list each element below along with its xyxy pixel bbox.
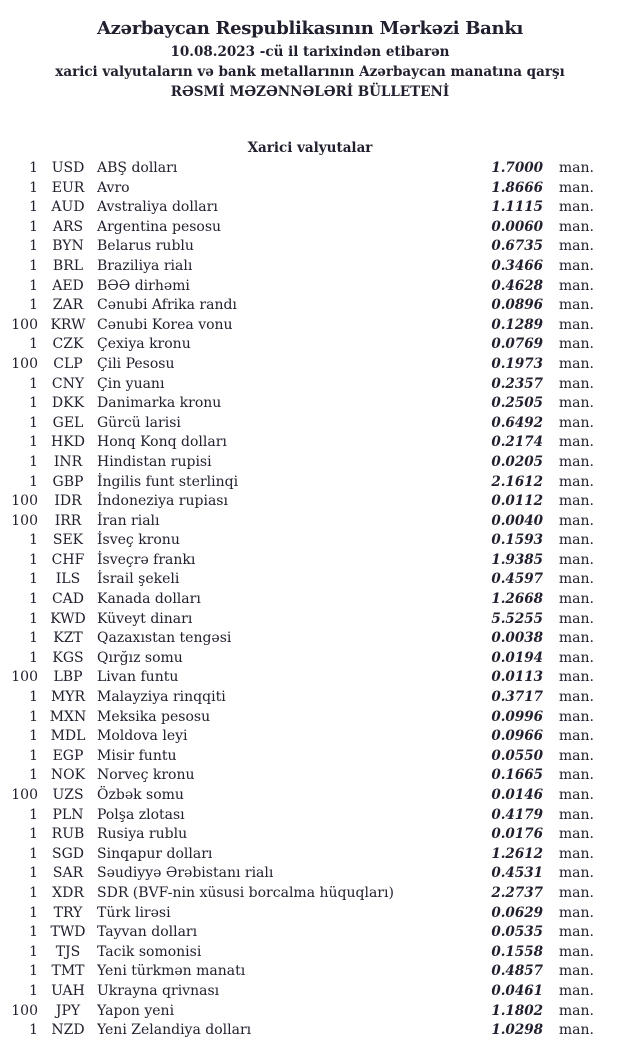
row-code: CAD — [51, 591, 85, 608]
row-quantity: 1 — [29, 943, 38, 960]
row-unit: man. — [558, 884, 594, 901]
row-code: LBP — [53, 669, 83, 686]
row-name: Küveyt dinarı — [97, 610, 193, 627]
row-name: Özbək somu — [97, 787, 184, 803]
row-code: KGS — [52, 649, 84, 666]
row-code: SEK — [52, 532, 84, 549]
row-quantity: 100 — [11, 1002, 38, 1019]
row-unit: man. — [558, 963, 594, 980]
row-code: KWD — [50, 610, 86, 627]
row-name: Sinqapur dolları — [97, 845, 213, 862]
row-rate: 0.3466 — [491, 257, 543, 274]
row-name: Argentina pesosu — [97, 218, 222, 235]
section-title-foreign-currencies: Xarici valyutalar — [247, 140, 373, 156]
table-row — [0, 198, 620, 218]
row-quantity: 1 — [29, 238, 38, 255]
row-quantity: 100 — [11, 512, 38, 529]
row-quantity: 1 — [29, 414, 38, 431]
row-unit: man. — [558, 336, 594, 353]
row-name: Yeni Zelandiya dolları — [97, 1022, 252, 1039]
row-rate: 1.1115 — [491, 199, 543, 216]
row-quantity: 1 — [29, 610, 38, 627]
row-unit: man. — [558, 493, 594, 510]
row-code: NOK — [50, 767, 86, 784]
table-row — [0, 159, 620, 179]
row-name: Cənubi Korea vonu — [97, 316, 233, 333]
row-quantity: 1 — [29, 904, 38, 921]
row-unit: man. — [558, 277, 594, 294]
table-row — [0, 727, 620, 747]
row-code: DKK — [51, 395, 85, 412]
table-row — [0, 277, 620, 297]
row-name: İsveçrə frankı — [97, 551, 196, 568]
row-quantity: 1 — [29, 395, 38, 412]
row-unit: man. — [558, 199, 594, 216]
table-row — [0, 806, 620, 826]
row-rate: 0.6492 — [491, 414, 543, 431]
row-name: Hindistan rupisi — [97, 453, 212, 470]
row-quantity: 1 — [29, 747, 38, 764]
row-name: Livan funtu — [97, 669, 179, 686]
row-code: KZT — [53, 630, 83, 647]
row-rate: 1.1802 — [491, 1002, 543, 1019]
row-rate: 5.5255 — [491, 610, 543, 627]
row-rate: 0.6735 — [491, 238, 543, 255]
row-unit: man. — [558, 1002, 594, 1019]
row-unit: man. — [558, 160, 594, 176]
row-unit: man. — [558, 787, 594, 803]
table-row — [0, 335, 620, 355]
row-rate: 0.0629 — [491, 904, 543, 921]
table-row — [0, 825, 620, 845]
row-code: KRW — [50, 316, 86, 333]
row-rate: 0.2505 — [491, 395, 543, 412]
row-rate: 0.0060 — [491, 218, 543, 235]
row-quantity: 1 — [29, 453, 38, 470]
row-name: Çin yuanı — [97, 375, 165, 392]
table-row — [0, 845, 620, 865]
row-quantity: 100 — [11, 669, 38, 686]
row-rate: 0.4597 — [491, 571, 543, 588]
row-rate: 0.4179 — [491, 806, 543, 823]
row-unit: man. — [558, 767, 594, 784]
row-rate: 2.1612 — [491, 473, 543, 490]
row-code: JPY — [55, 1002, 81, 1019]
row-code: AED — [52, 277, 84, 294]
row-quantity: 1 — [29, 767, 38, 784]
row-rate: 1.2612 — [491, 845, 543, 862]
table-row — [0, 257, 620, 277]
row-rate: 0.3717 — [491, 689, 543, 706]
row-rate: 0.0535 — [491, 924, 543, 941]
row-unit: man. — [558, 316, 594, 333]
row-rate: 0.0966 — [491, 728, 543, 745]
row-name: Səudiyyə Ərəbistanı rialı — [97, 865, 274, 882]
row-unit: man. — [558, 218, 594, 235]
table-row — [0, 394, 620, 414]
row-name: İngilis funt sterlinqi — [97, 473, 239, 490]
row-code: TWD — [50, 924, 86, 941]
table-row — [0, 1002, 620, 1022]
row-name: Çexiya kronu — [97, 336, 191, 353]
row-name: Çili Pesosu — [97, 355, 175, 372]
row-quantity: 1 — [29, 591, 38, 608]
row-quantity: 1 — [29, 982, 38, 999]
row-quantity: 1 — [29, 806, 38, 823]
row-rate: 0.1665 — [491, 767, 543, 784]
row-unit: man. — [558, 571, 594, 588]
row-code: EUR — [51, 179, 85, 196]
row-code: INR — [53, 453, 83, 470]
row-unit: man. — [558, 845, 594, 862]
row-name: Yapon yeni — [97, 1002, 175, 1019]
row-rate: 2.2737 — [491, 884, 543, 901]
row-rate: 0.0194 — [491, 649, 543, 666]
row-quantity: 1 — [29, 179, 38, 196]
table-row — [0, 570, 620, 590]
row-quantity: 1 — [29, 728, 38, 745]
row-code: GBP — [52, 473, 84, 490]
row-quantity: 1 — [29, 1022, 38, 1039]
row-unit: man. — [558, 904, 594, 921]
row-code: GEL — [52, 414, 84, 431]
row-rate: 0.0176 — [491, 826, 543, 843]
row-code: CZK — [52, 336, 84, 353]
row-quantity: 1 — [29, 257, 38, 274]
row-unit: man. — [558, 806, 594, 823]
row-code: TJS — [55, 943, 81, 960]
row-quantity: 1 — [29, 277, 38, 294]
row-name: Honq Konq dolları — [97, 434, 227, 451]
row-code: BRL — [52, 257, 84, 274]
table-row — [0, 179, 620, 199]
row-unit: man. — [558, 708, 594, 725]
row-code: IDR — [54, 493, 82, 510]
row-unit: man. — [558, 943, 594, 960]
row-name: İsveç kronu — [97, 532, 180, 549]
table-row — [0, 433, 620, 453]
row-quantity: 1 — [29, 551, 38, 568]
table-row — [0, 688, 620, 708]
row-name: ABŞ dolları — [97, 160, 178, 176]
table-row — [0, 629, 620, 649]
row-name: Kanada dolları — [97, 591, 201, 608]
row-name: Belarus rublu — [97, 238, 194, 255]
table-row — [0, 218, 620, 238]
row-unit: man. — [558, 179, 594, 196]
row-rate: 0.4628 — [491, 277, 543, 294]
row-code: TRY — [53, 904, 83, 921]
row-code: XDR — [52, 884, 84, 901]
row-quantity: 1 — [29, 375, 38, 392]
rates-table — [0, 159, 620, 1041]
table-row — [0, 884, 620, 904]
row-name: SDR (BVF-nin xüsusi borcalma hüquqları) — [97, 884, 394, 901]
row-code: SGD — [52, 845, 84, 862]
row-code: SAR — [52, 865, 84, 882]
row-unit: man. — [558, 826, 594, 843]
row-unit: man. — [558, 238, 594, 255]
effective-date-line: 10.08.2023 -cü il tarixindən etibarən — [170, 44, 450, 60]
table-row — [0, 355, 620, 375]
table-row — [0, 473, 620, 493]
row-unit: man. — [558, 395, 594, 412]
row-code: MYR — [50, 689, 86, 706]
table-row — [0, 316, 620, 336]
row-unit: man. — [558, 982, 594, 999]
row-name: Moldova leyi — [97, 728, 188, 745]
table-row — [0, 962, 620, 982]
row-name: Misir funtu — [97, 747, 177, 764]
table-row — [0, 923, 620, 943]
row-code: MXN — [49, 708, 87, 725]
row-unit: man. — [558, 532, 594, 549]
table-row — [0, 590, 620, 610]
row-unit: man. — [558, 747, 594, 764]
row-unit: man. — [558, 375, 594, 392]
row-rate: 0.0996 — [491, 708, 543, 725]
row-rate: 0.1593 — [491, 532, 543, 549]
row-code: ARS — [52, 218, 84, 235]
row-code: RUB — [51, 826, 85, 843]
row-quantity: 1 — [29, 532, 38, 549]
row-rate: 0.1973 — [491, 355, 543, 372]
row-code: NZD — [51, 1022, 85, 1039]
row-name: Gürcü larisi — [97, 414, 181, 431]
row-quantity: 1 — [29, 630, 38, 647]
row-quantity: 1 — [29, 963, 38, 980]
row-quantity: 1 — [29, 473, 38, 490]
table-row — [0, 414, 620, 434]
row-name: Qazaxıstan tengəsi — [97, 630, 232, 647]
row-unit: man. — [558, 1022, 594, 1039]
row-quantity: 1 — [29, 218, 38, 235]
row-unit: man. — [558, 512, 594, 529]
row-quantity: 1 — [29, 884, 38, 901]
row-rate: 1.9385 — [491, 551, 543, 568]
row-quantity: 1 — [29, 160, 38, 176]
row-name: Avstraliya dolları — [97, 199, 218, 216]
row-name: Norveç kronu — [97, 767, 195, 784]
row-unit: man. — [558, 453, 594, 470]
row-code: AUD — [51, 199, 85, 216]
row-rate: 0.2357 — [491, 375, 543, 392]
row-code: IRR — [54, 512, 82, 529]
row-name: Braziliya rialı — [97, 257, 193, 274]
table-row — [0, 766, 620, 786]
row-rate: 1.2668 — [491, 591, 543, 608]
table-row — [0, 375, 620, 395]
row-rate: 1.8666 — [491, 179, 543, 196]
row-name: Türk lirəsi — [97, 904, 171, 921]
row-code: BYN — [52, 238, 84, 255]
row-unit: man. — [558, 865, 594, 882]
row-quantity: 1 — [29, 708, 38, 725]
scope-line: xarici valyutaların və bank metallarının Azərbaycan manatına qarşı — [55, 64, 565, 80]
row-quantity: 1 — [29, 649, 38, 666]
row-code: ZAR — [52, 297, 84, 314]
row-code: UZS — [52, 787, 84, 803]
row-quantity: 100 — [11, 493, 38, 510]
row-quantity: 1 — [29, 336, 38, 353]
row-code: UAH — [51, 982, 85, 999]
row-quantity: 1 — [29, 199, 38, 216]
row-rate: 0.1289 — [491, 316, 543, 333]
row-name: Malayziya rinqqiti — [97, 689, 226, 706]
table-row — [0, 237, 620, 257]
row-rate: 0.0896 — [491, 297, 543, 314]
row-unit: man. — [558, 649, 594, 666]
row-code: CNY — [51, 375, 85, 392]
row-name: Danimarka kronu — [97, 395, 222, 412]
row-rate: 0.4531 — [491, 865, 543, 882]
row-unit: man. — [558, 434, 594, 451]
bulletin-title-line: RƏSMİ MƏZƏNNƏLƏRİ BÜLLETENİ — [170, 84, 450, 100]
row-rate: 0.4857 — [491, 963, 543, 980]
row-name: Qırğız somu — [97, 649, 183, 666]
row-unit: man. — [558, 610, 594, 627]
table-row — [0, 296, 620, 316]
table-row — [0, 531, 620, 551]
row-rate: 0.0550 — [491, 747, 543, 764]
table-row — [0, 904, 620, 924]
row-code: CLP — [53, 355, 83, 372]
row-unit: man. — [558, 630, 594, 647]
row-name: Meksika pesosu — [97, 708, 211, 725]
row-rate: 1.7000 — [491, 160, 543, 176]
row-name: BƏƏ dirhəmi — [97, 277, 190, 294]
row-quantity: 1 — [29, 826, 38, 843]
row-code: USD — [51, 160, 85, 176]
table-row — [0, 786, 620, 806]
row-name: Tacik somonisi — [97, 943, 202, 960]
row-name: İndoneziya rupiası — [97, 493, 228, 510]
row-unit: man. — [558, 669, 594, 686]
table-row — [0, 512, 620, 532]
table-row — [0, 492, 620, 512]
row-rate: 0.2174 — [491, 434, 543, 451]
row-rate: 0.0461 — [491, 982, 543, 999]
table-row — [0, 610, 620, 630]
table-row — [0, 668, 620, 688]
table-row — [0, 982, 620, 1002]
row-name: Ukrayna qrivnası — [97, 982, 220, 999]
row-rate: 0.0112 — [491, 493, 543, 510]
row-rate: 0.0205 — [491, 453, 543, 470]
row-code: PLN — [52, 806, 84, 823]
table-row — [0, 551, 620, 571]
table-row — [0, 747, 620, 767]
row-unit: man. — [558, 355, 594, 372]
row-name: Polşa zlotası — [97, 806, 185, 823]
row-unit: man. — [558, 728, 594, 745]
row-quantity: 1 — [29, 434, 38, 451]
row-quantity: 1 — [29, 924, 38, 941]
row-quantity: 1 — [29, 865, 38, 882]
row-quantity: 1 — [29, 571, 38, 588]
row-unit: man. — [558, 689, 594, 706]
row-quantity: 1 — [29, 689, 38, 706]
row-name: İsrail şekeli — [97, 571, 180, 588]
row-code: CHF — [51, 551, 85, 568]
row-rate: 0.0040 — [491, 512, 543, 529]
row-rate: 0.0113 — [491, 669, 543, 686]
row-quantity: 100 — [11, 316, 38, 333]
row-name: Tayvan dolları — [97, 924, 198, 941]
row-name: Avro — [97, 179, 130, 196]
table-row — [0, 1021, 620, 1041]
row-unit: man. — [558, 414, 594, 431]
row-unit: man. — [558, 297, 594, 314]
row-rate: 0.0769 — [491, 336, 543, 353]
row-code: EGP — [52, 747, 84, 764]
row-quantity: 100 — [11, 787, 38, 803]
table-row — [0, 864, 620, 884]
bulletin-header — [0, 0, 620, 102]
table-row — [0, 453, 620, 473]
row-name: Rusiya rublu — [97, 826, 188, 843]
row-unit: man. — [558, 473, 594, 490]
table-row — [0, 943, 620, 963]
row-unit: man. — [558, 924, 594, 941]
row-code: MDL — [50, 728, 86, 745]
row-name: Cənubi Afrika randı — [97, 297, 237, 314]
row-rate: 0.0146 — [491, 787, 543, 803]
row-quantity: 1 — [29, 297, 38, 314]
table-row — [0, 708, 620, 728]
table-row — [0, 649, 620, 669]
row-unit: man. — [558, 591, 594, 608]
row-name: İran rialı — [97, 512, 160, 529]
row-rate: 1.0298 — [491, 1022, 543, 1039]
row-quantity: 1 — [29, 845, 38, 862]
row-code: HKD — [51, 434, 85, 451]
row-code: ILS — [55, 571, 81, 588]
row-rate: 0.1558 — [491, 943, 543, 960]
row-rate: 0.0038 — [491, 630, 543, 647]
row-unit: man. — [558, 551, 594, 568]
row-unit: man. — [558, 257, 594, 274]
row-code: TMT — [51, 963, 85, 980]
row-quantity: 100 — [11, 355, 38, 372]
row-name: Yeni türkmən manatı — [97, 963, 246, 980]
bank-title: Azərbaycan Respublikasının Mərkəzi Bankı — [96, 18, 524, 39]
